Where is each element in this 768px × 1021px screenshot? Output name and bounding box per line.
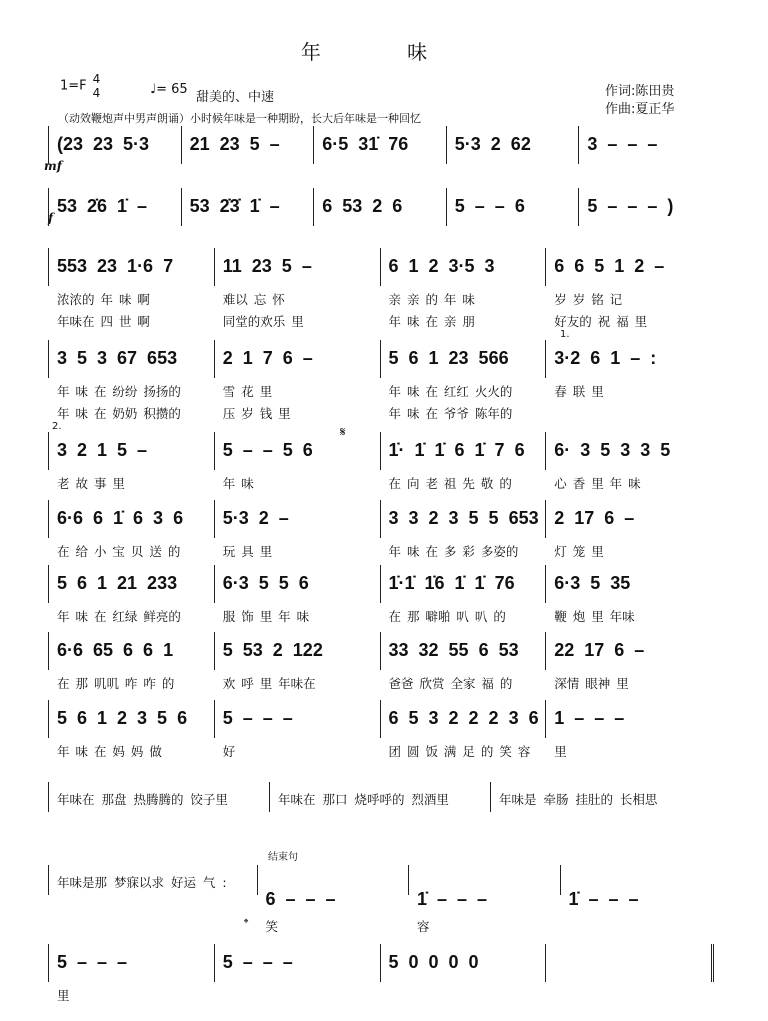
- score-system: [48, 248, 711, 329]
- lyric-line-1: 玩 具 里: [222, 544, 273, 559]
- spoken-lyric: 年味在 那口 烧呼呼的 烈酒里: [278, 792, 449, 807]
- note-group: 6·5 31̇ 76: [322, 134, 409, 154]
- lyric-line-2: 同堂的欢乐 里: [222, 314, 304, 329]
- measure: [579, 188, 711, 226]
- note-group: 5 – – – ): [587, 196, 674, 216]
- lyric-line-1: 服 饰 里 年 味: [222, 609, 310, 624]
- measure: [215, 944, 381, 982]
- score-system: [48, 565, 711, 624]
- measure: [546, 565, 711, 624]
- volta-2: 2.: [52, 421, 62, 432]
- lyric-line-2: 年 味 在 爷爷 陈年的: [388, 406, 513, 421]
- lyric-line-1: 年 味: [222, 476, 254, 491]
- measure: [381, 565, 547, 624]
- lyric-line-1: 年 味 在 红红 火火的: [388, 384, 513, 399]
- measure: [182, 126, 315, 164]
- measure: [381, 500, 547, 559]
- measure: [49, 248, 215, 329]
- note-group: 5 6 1 23 566: [388, 348, 509, 368]
- measure: [49, 700, 215, 759]
- note-group: 6· 3 5 3 3 5: [554, 440, 671, 460]
- measure: [546, 632, 711, 691]
- note-group: 5 – – –: [222, 708, 293, 728]
- measure: [561, 865, 712, 909]
- note-group: 6·3 5 5 6: [222, 573, 309, 593]
- measure: [381, 944, 547, 982]
- note-group: 2 17 6 –: [554, 508, 635, 528]
- coda-sign: 𝄌: [244, 916, 249, 930]
- note-group: 53 2̇6 1̇ –: [57, 196, 148, 216]
- dynamic-f: f: [48, 211, 54, 225]
- time-signature-bottom: 4: [92, 86, 101, 100]
- measure: [381, 340, 547, 421]
- lyric-line-1: 容: [417, 919, 430, 934]
- score-system: [48, 865, 711, 934]
- lyric-line-1: 雪 花 里: [222, 384, 273, 399]
- note-group: 3 3 2 3 5 5 653: [388, 508, 539, 528]
- segno-sign: 𝄋: [340, 425, 346, 440]
- lyric-line-2: 压 岁 钱 里: [222, 406, 291, 421]
- measure: [546, 944, 711, 982]
- measure: [49, 565, 215, 624]
- lyric-line-1: 团 圆 饭 满 足 的 笑 容: [388, 744, 531, 759]
- lyric-line-1: 春 联 里: [554, 384, 604, 399]
- lyric-line-1: 心 香 里 年 味: [554, 476, 641, 491]
- note-group: 5 6 1 21 233: [57, 573, 178, 593]
- note-group: 1 – – –: [554, 708, 625, 728]
- lyric-line-1: 年 味 在 纷纷 扬扬的: [57, 384, 181, 399]
- measure: [215, 340, 381, 421]
- spoken-lyric: 年味是那 梦寐以求 好运 气 :: [57, 875, 227, 890]
- key-label: 1=F: [60, 78, 87, 94]
- lyricist-credit: 作词:陈田贵: [605, 84, 675, 99]
- composer-credit: 作曲:夏正华: [605, 102, 675, 117]
- tempo-marking: ♩= 65: [150, 82, 188, 97]
- note-group: 6·6 6 1̇ 6 3 6: [57, 508, 184, 528]
- lyric-line-2: 年 味 在 奶奶 积攒的: [57, 406, 181, 421]
- lyric-line-1: 鞭 炮 里 年味: [554, 609, 635, 624]
- measure: [546, 432, 711, 491]
- lyric-line-1: 浓浓的 年 味 啊: [57, 292, 150, 307]
- measure: [49, 500, 215, 559]
- note-group: 5 – – 5 6: [222, 440, 313, 460]
- measure: [314, 188, 447, 226]
- measure: [258, 865, 410, 934]
- lyric-line-1: 灯 笼 里: [554, 544, 604, 559]
- lyric-line-1: 老 故 事 里: [57, 476, 125, 491]
- note-group: 21 23 5 –: [189, 134, 280, 154]
- lyric-line-1: 亲 亲 的 年 味: [388, 292, 475, 307]
- note-group: 6·3 5 35: [554, 573, 631, 593]
- note-group: 6 5 3 2 2 2 3 6: [388, 708, 539, 728]
- lyric-line-1: 里: [57, 988, 70, 1003]
- lyric-line-1: 好: [222, 744, 236, 759]
- measure: [270, 782, 491, 812]
- measure: [215, 700, 381, 759]
- lyric-line-1: 欢 呼 里 年味在: [222, 676, 316, 691]
- lyric-line-1: 在 那 叽叽 咋 咋 的: [57, 676, 175, 691]
- lyric-line-1: 年 味 在 红绿 鲜亮的: [57, 609, 181, 624]
- measure: [491, 782, 711, 812]
- measure: [546, 248, 711, 329]
- score-system: [48, 188, 711, 226]
- note-group: 53 2̇3̇ 1̇ –: [189, 196, 280, 216]
- lyric-line-1: 笑: [265, 919, 279, 934]
- measure: [546, 340, 711, 399]
- measure: [215, 432, 381, 491]
- score-system: [48, 782, 711, 812]
- note-group: 1̇·1̇ 1̇6 1̇ 1̇ 76: [388, 573, 515, 593]
- measure: [49, 340, 215, 421]
- note-group: 1̇ – – –: [568, 889, 639, 909]
- intro-narration-note: （动效鞭炮声中男声朗诵）小时候年味是一种期盼，长大后年味是一种回忆: [58, 112, 421, 125]
- measure: [381, 632, 547, 691]
- measure: [409, 865, 561, 934]
- note-group: 11 23 5 –: [222, 256, 312, 276]
- measure: [182, 188, 315, 226]
- volta-1: 1.: [560, 329, 570, 340]
- spoken-lyric: 年味是 牵肠 挂肚的 长相思: [499, 792, 658, 807]
- score-system: [48, 632, 711, 691]
- lyric-line-1: 爸爸 欣赏 全家 福 的: [388, 676, 513, 691]
- note-group: 2 1 7 6 –: [222, 348, 313, 368]
- time-signature: [93, 72, 101, 100]
- note-group: 1̇· 1̇ 1̇ 6 1̇ 7 6: [388, 440, 525, 460]
- spoken-lyric: 年味在 那盘 热腾腾的 饺子里: [57, 792, 228, 807]
- note-group: 6 – – –: [265, 889, 336, 909]
- song-title: 年 味: [300, 40, 468, 64]
- measure: [49, 782, 270, 812]
- note-group: 3 – – –: [587, 134, 658, 154]
- note-group: 5 – – 6: [454, 196, 525, 216]
- time-signature-top: 4: [92, 72, 101, 86]
- lyric-line-2: 年 味 在 亲 朋: [388, 314, 475, 329]
- lyric-line-1: 深情 眼神 里: [554, 676, 629, 691]
- measure: [447, 188, 580, 226]
- ending-label: 结束句: [268, 852, 298, 863]
- note-group: 3 5 3 67 653: [57, 348, 178, 368]
- score-system: [48, 126, 711, 164]
- measure: [314, 126, 447, 164]
- note-group: (23 23 5·3: [57, 134, 150, 154]
- note-group: 5 6 1 2 3 5 6: [57, 708, 188, 728]
- score-system: [48, 700, 711, 759]
- key-signature: [60, 72, 106, 100]
- measure: [49, 632, 215, 691]
- measure: [546, 500, 711, 559]
- note-group: 6 53 2 6: [322, 196, 403, 216]
- measure: [215, 565, 381, 624]
- lyric-line-1: 在 给 小 宝 贝 送 的: [57, 544, 181, 559]
- note-group: 22 17 6 –: [554, 640, 645, 660]
- lyric-line-1: 岁 岁 铭 记: [554, 292, 623, 307]
- note-group: 6 6 5 1 2 –: [554, 256, 665, 276]
- measure: [49, 432, 215, 491]
- note-group: 6·6 65 6 6 1: [57, 640, 174, 660]
- measure: [49, 865, 258, 895]
- measure: [215, 500, 381, 559]
- score-system: [48, 340, 711, 421]
- measure: [546, 700, 711, 759]
- lyric-line-1: 难以 忘 怀: [222, 292, 285, 307]
- expression-marking: 甜美的、中速: [196, 90, 275, 105]
- note-group: 3·2 6 1 – :: [554, 348, 657, 368]
- measure: [215, 248, 381, 329]
- measure: [49, 188, 182, 226]
- note-group: 33 32 55 6 53: [388, 640, 519, 660]
- note-group: 5·3 2 –: [222, 508, 289, 528]
- note-group: 1̇ – – –: [417, 889, 488, 909]
- note-group: 5·3 2 62: [454, 134, 531, 154]
- measure: [447, 126, 580, 164]
- measure: [49, 944, 215, 1003]
- score-system: [48, 944, 714, 1003]
- measure: [215, 632, 381, 691]
- note-group: 553 23 1·6 7: [57, 256, 174, 276]
- lyric-line-1: 在 向 老 祖 先 敬 的: [388, 476, 512, 491]
- note-group: 6 1 2 3·5 3: [388, 256, 495, 276]
- lyric-line-2: 好友的 祝 福 里: [554, 314, 648, 329]
- lyric-line-1: 年 味 在 多 彩 多姿的: [388, 544, 519, 559]
- measure: [579, 126, 711, 164]
- measure: [381, 432, 547, 491]
- score-system: [48, 500, 711, 559]
- lyric-line-1: 里: [554, 744, 567, 759]
- note-group: 5 – – –: [222, 952, 293, 972]
- measure: [49, 126, 182, 164]
- note-group: 3 2 1 5 –: [57, 440, 148, 460]
- lyric-line-1: 在 那 噼啪 叭 叭 的: [388, 609, 506, 624]
- measure: [381, 248, 547, 329]
- note-group: 5 0 0 0 0: [388, 952, 479, 972]
- measure: [381, 700, 547, 759]
- lyric-line-2: 年味在 四 世 啊: [57, 314, 150, 329]
- dynamic-mf: mf: [44, 159, 62, 173]
- lyric-line-1: 年 味 在 妈 妈 做: [57, 744, 162, 759]
- note-group: [554, 944, 711, 950]
- note-group: 5 53 2 122: [222, 640, 323, 660]
- score-system: [48, 432, 711, 491]
- note-group: 5 – – –: [57, 952, 128, 972]
